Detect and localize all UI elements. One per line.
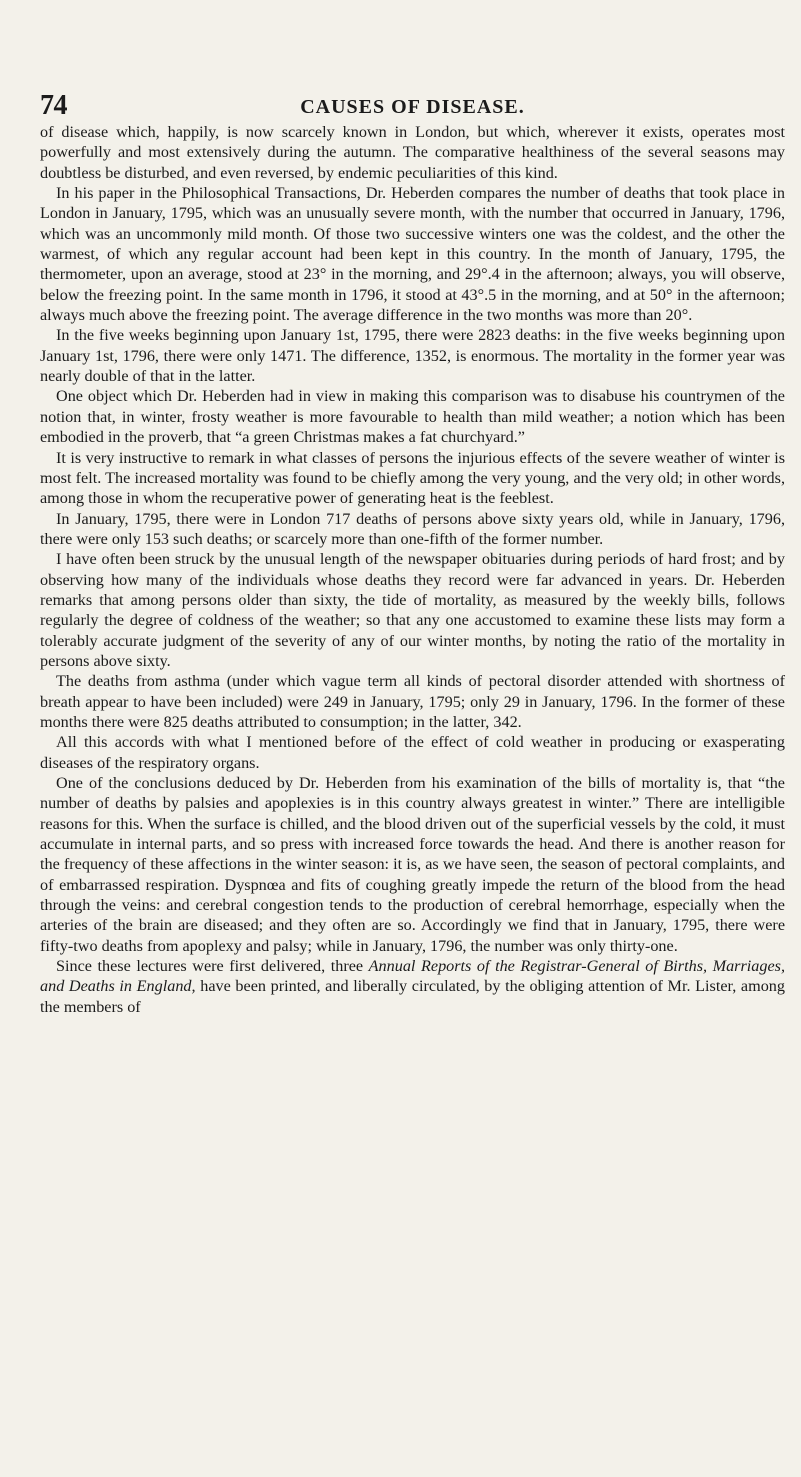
paragraph-last xyxy=(40,956,785,1017)
paragraph: It is very instructive to remark in what classes of persons the injurious effects of the severe weather of winter is most felt. The increased mortality was found to be chiefly among the very young, and the very old; in other words, among those in whom the recuperative power of generating heat is the feeblest. xyxy=(40,448,785,508)
text-run: have been printed, and liberally circulated, by the obliging attention of Mr. Lister, among the members of xyxy=(40,977,785,1016)
paragraph: In his paper in the Philosophical Transactions, Dr. Heberden compares the number of deaths that took place in London in January, 1795, which was an unusually severe month, with the number that occurred in January, 1796, which was an uncommonly mild month. Of those two successive winters one was the coldest, and the other the warmest, of which any regular account had been kept in this country. In the month of January, 1795, the thermometer, upon an average, stood at 23° in the morning, and 29°.4 in the afternoon; always, you will observe, below the freezing point. In the same month in 1796, it stood at 43°.5 in the morning, and at 50° in the afternoon; always much above the freezing point. The average difference in the two months was more than 20°. xyxy=(40,184,785,325)
paragraph: In the five weeks beginning upon January 1st, 1795, there were 2823 deaths: in the five weeks beginning upon January 1st, 1796, there were only 1471. The difference, 1352, is enormous. The mortality in the former year was nearly double of that in the latter. xyxy=(40,326,785,386)
paragraph: One object which Dr. Heberden had in view in making this comparison was to disabuse his countrymen of the notion that, in winter, frosty weather is more favourable to health than mild weather; a notion which has been embodied in the proverb, that “a green Christmas makes a fat churchyard.” xyxy=(40,387,785,447)
paragraph: of disease which, happily, is now scarcely known in London, but which, wherever it exists, operates most powerfully and most extensively during the autumn. The comparative healthiness of the several seasons may doubtless be disturbed, and even reversed, by endemic peculiarities of this kind. xyxy=(40,123,785,182)
report-title-italic: Annual Reports of the Registrar-General of Births, Marriages, and Deaths in England, xyxy=(40,957,785,996)
paragraph: All this accords with what I mentioned before of the effect of cold weather in producing or exasperating diseases of the respiratory organs. xyxy=(40,733,785,772)
page-number: 74 xyxy=(40,90,67,121)
paragraph: I have often been struck by the unusual length of the newspaper obituaries during periods of hard frost; and by observing how many of the individuals whose deaths they record were far advanced in years. Dr. Heberden remarks that among persons older than sixty, the tide of mortality, as measured by the weekly bills, follows regularly the degree of coldness of the weather; so that any one accustomed to examine these lists may form a tolerably accurate judgment of the severity of any of our winter months, by noting the ratio of the mortality in persons above sixty. xyxy=(40,550,785,670)
paragraph: One of the conclusions deduced by Dr. Heberden from his examination of the bills of mortality is, that “the number of deaths by palsies and apoplexies is in this country always greatest in winter.” There are intelligible reasons for this. When the surface is chilled, and the blood driven out of the superficial vessels by the cold, it must accumulate in internal parts, and so press with increased force towards the head. And there is another reason for the frequency of these affections in the winter season: it is, as we have seen, the season of pectoral complaints, and of embarrassed respiration. Dyspnœa and fits of coughing greatly impede the return of the blood from the head through the veins: and cerebral congestion tends to the production of cerebral hemorrhage, especially when the arteries of the brain are diseased; and they often are so. Accordingly we find that in January, 1795, there were fifty-two deaths from apoplexy and palsy; while in January, 1796, the number was only thirty-one. xyxy=(40,774,785,955)
text-run: Since these lectures were first delivered, three xyxy=(56,957,369,976)
paragraph: The deaths from asthma (under which vague term all kinds of pectoral disorder attended with shortness of breath appear to have been included) were 249 in January, 1795; only 29 in January, 1796. In the former of these months there were 825 deaths attributed to consumption; in the latter, 342. xyxy=(40,672,785,731)
paragraph: In January, 1795, there were in London 717 deaths of persons above sixty years old, while in January, 1796, there were only 153 such deaths; or scarcely more than one-fifth of the former number. xyxy=(40,509,785,548)
page-header xyxy=(40,90,785,121)
running-title: CAUSES OF DISEASE. xyxy=(300,96,525,118)
body-text xyxy=(40,122,785,1017)
book-page xyxy=(40,90,785,1017)
